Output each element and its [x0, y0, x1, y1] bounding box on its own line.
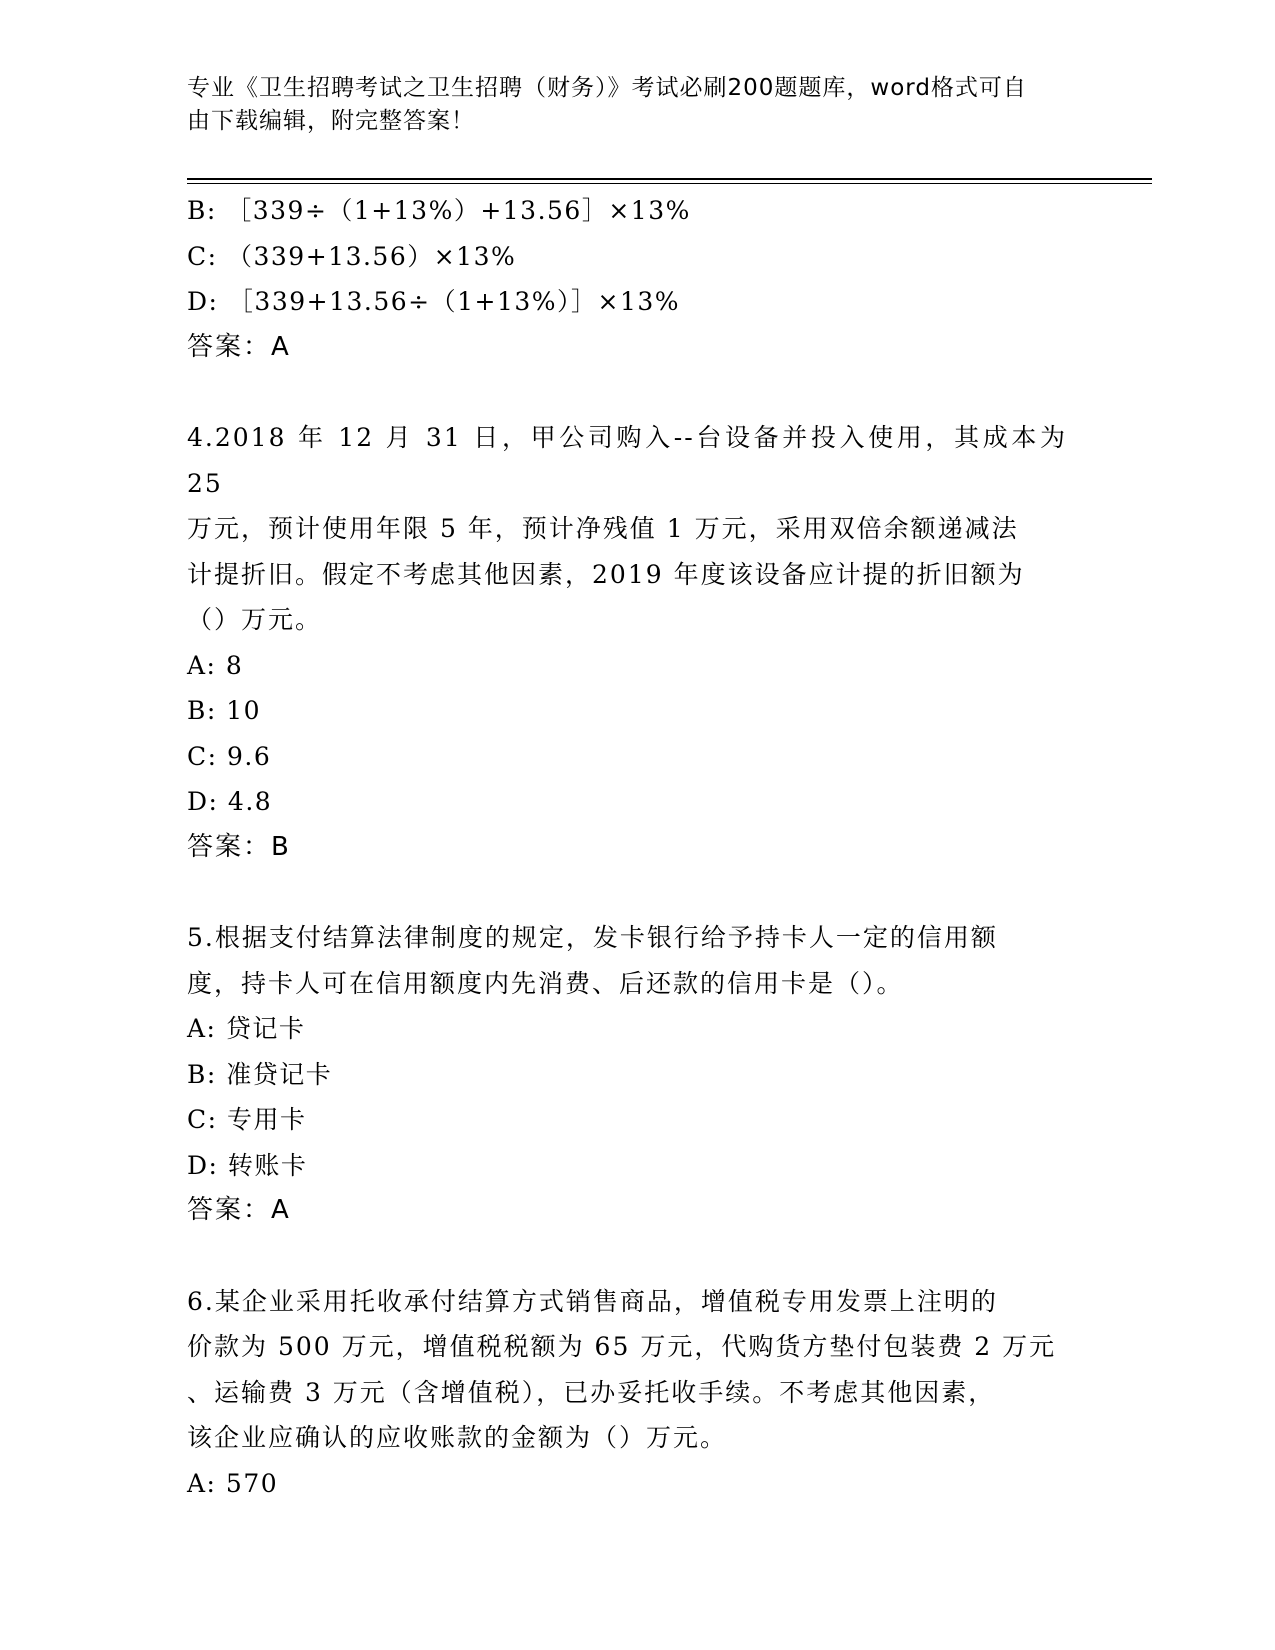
question-list — [187, 188, 1087, 1506]
q4-text-line-4: （）万元。 — [187, 605, 323, 634]
q5-option-d: D: 转账卡 — [187, 1150, 308, 1180]
q5-option-a: A: 贷记卡 — [187, 1014, 306, 1043]
q6-text-line-3: 、运输费 3 万元（含增值税），已办妥托收手续。不考虑其他因素， — [187, 1377, 996, 1407]
header-line-2: 由下载编辑，附完整答案！ — [187, 108, 475, 134]
q5-answer: 答案：A — [187, 1195, 291, 1225]
q4-text-line-3: 计提折旧。假定不考虑其他因素，2019 年度该设备应计提的折旧额为 — [187, 559, 1025, 589]
q5-text-line-2: 度，持卡人可在信用额度内先消费、后还款的信用卡是（）。 — [187, 968, 904, 998]
q3-answer: 答案：A — [187, 331, 291, 362]
q3-option-d: D: ［339+13.56÷（1+13%）］×13% — [187, 287, 681, 316]
q4-option-c: C: 9.6 — [187, 741, 272, 771]
q4-option-a: A: 8 — [187, 650, 244, 680]
q4-text-line-2: 万元，预计使用年限 5 年，预计净残值 1 万元，采用双倍余额递减法 — [187, 514, 1019, 543]
q6-text-line-1: 6.某企业采用托收承付结算方式销售商品，增值税专用发票上注明的 — [187, 1286, 998, 1316]
q3-option-b: B: ［339÷（1+13%）+13.56］×13% — [187, 196, 691, 225]
q5-option-c: C: 专用卡 — [187, 1105, 307, 1134]
question-3 — [187, 188, 1087, 370]
spacer — [187, 870, 1087, 915]
q4-answer: 答案：B — [187, 831, 291, 862]
spacer — [187, 370, 1087, 415]
q5-option-b: B: 准贷记卡 — [187, 1059, 333, 1089]
header-line-1: 专业《卫生招聘考试之卫生招聘（财务）》考试必刷200题题库，word格式可自 — [187, 75, 1027, 101]
header-divider-thick — [187, 178, 1152, 180]
q6-text-line-2: 价款为 500 万元，增值税税额为 65 万元，代购货方垫付包装费 2 万元 — [187, 1332, 1057, 1361]
question-6 — [187, 1279, 1087, 1507]
q3-option-c: C: （339+13.56）×13% — [187, 241, 517, 271]
question-5 — [187, 915, 1087, 1234]
q4-option-d: D: 4.8 — [187, 787, 273, 816]
header-divider-thin — [187, 183, 1152, 184]
question-4 — [187, 415, 1087, 870]
spacer — [187, 1234, 1087, 1279]
q6-option-a: A: 570 — [187, 1468, 279, 1498]
q4-option-b: B: 10 — [187, 696, 262, 725]
q4-text-line-1: 4.2018 年 12 月 31 日，甲公司购入--台设备并投入使用，其成本为 25 — [187, 423, 1067, 498]
q6-text-line-4: 该企业应确认的应收账款的金额为（）万元。 — [187, 1423, 728, 1452]
document-header — [187, 72, 1067, 138]
q5-text-line-1: 5.根据支付结算法律制度的规定，发卡银行给予持卡人一定的信用额 — [187, 923, 998, 952]
